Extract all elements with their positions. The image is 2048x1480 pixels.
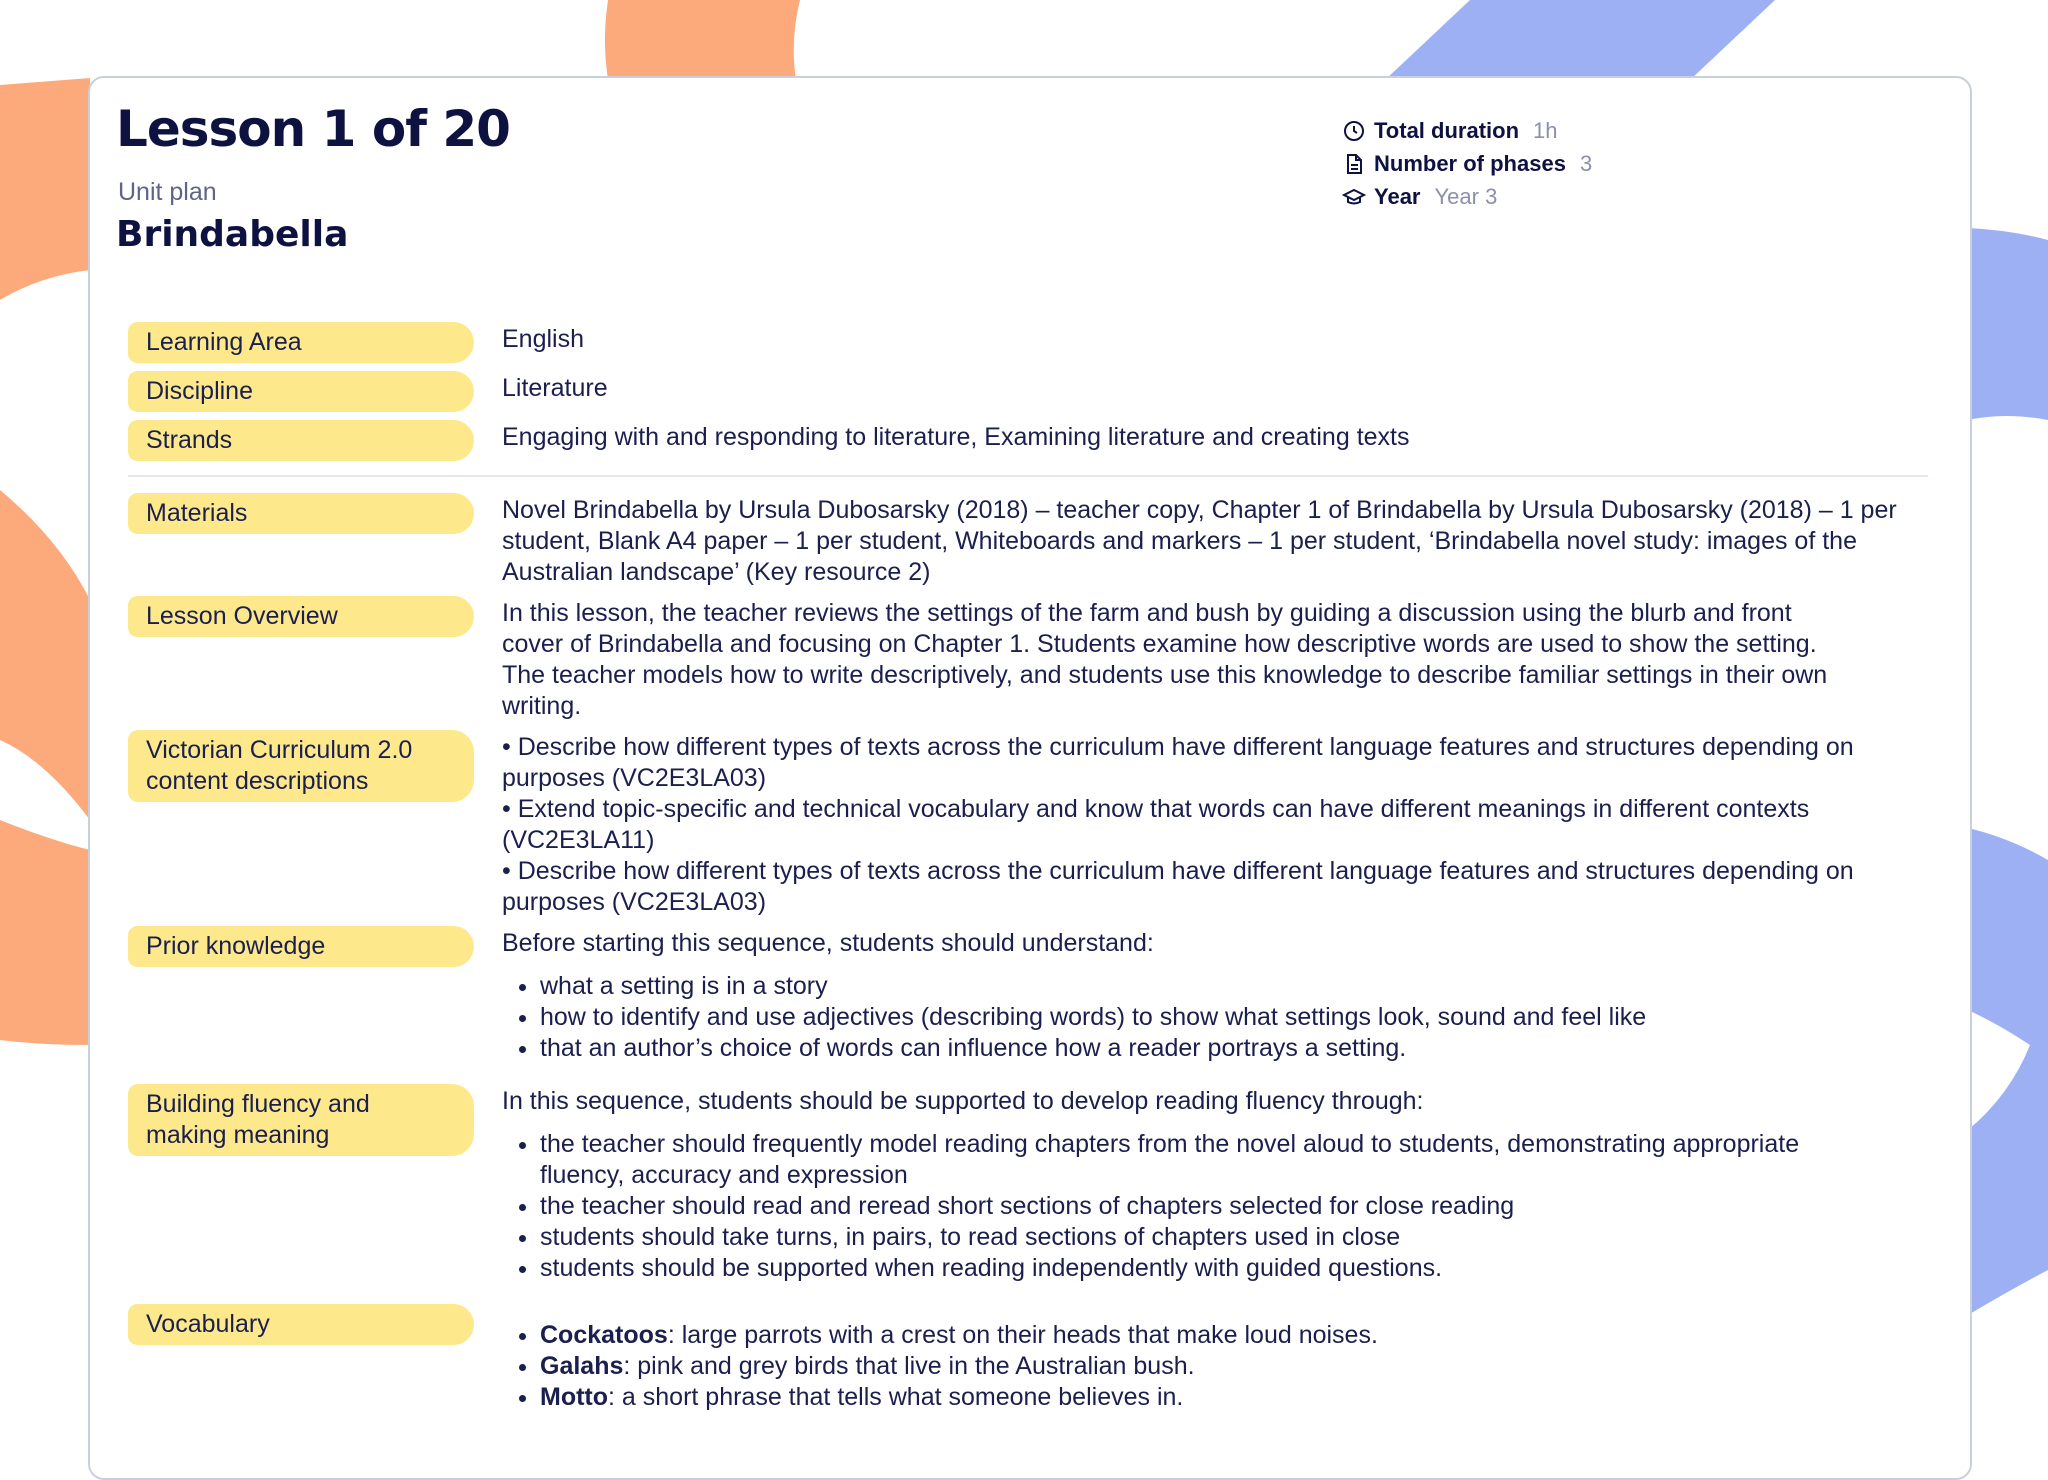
curriculum-item: • Describe how different types of texts across the curriculum have different language features and structures depending on purposes (VC2E3LA03)	[502, 733, 1854, 792]
row-label: Vocabulary	[128, 1304, 474, 1345]
list-item: • what a setting is in a story	[540, 971, 1928, 1002]
row-discipline	[128, 371, 1928, 412]
vocabulary-definition: : large parrots with a crest on their heads that make loud noises.	[667, 1321, 1378, 1349]
row-lesson-overview	[128, 596, 1928, 722]
row-building-fluency	[128, 1084, 1928, 1296]
row-value	[502, 1084, 1928, 1296]
lesson-title: Lesson 1 of 20	[116, 100, 510, 158]
document-icon	[1342, 152, 1366, 176]
orange-left-shape-mid	[0, 490, 90, 820]
blue-right-shape-top	[1968, 228, 2048, 420]
row-label: Victorian Curriculum 2.0 content descriptions	[128, 730, 474, 802]
row-strands	[128, 420, 1928, 477]
vocabulary-definition: : pink and grey birds that live in the Australian bush.	[623, 1352, 1195, 1380]
list-item: • how to identify and use adjectives (describing words) to show what settings look, sound and feel like	[540, 1002, 1928, 1033]
row-materials	[128, 493, 1928, 588]
vocabulary-list	[502, 1320, 1928, 1413]
orange-left-shape-bottom	[0, 820, 90, 1045]
row-value: Engaging with and responding to literature, Examining literature and creating texts	[502, 423, 1410, 451]
fluency-intro: In this sequence, students should be supported to develop reading fluency through:	[502, 1087, 1424, 1115]
meta-value: 3	[1579, 150, 1593, 176]
row-label: Lesson Overview	[128, 596, 474, 637]
prior-knowledge-list	[502, 971, 1928, 1064]
unit-plan-label: Unit plan	[118, 178, 217, 206]
vocabulary-term: Galahs	[540, 1352, 624, 1380]
row-curriculum	[128, 730, 1928, 918]
row-label: Materials	[128, 493, 474, 534]
graduation-cap-icon	[1342, 185, 1366, 209]
row-vocabulary	[128, 1304, 1928, 1425]
row-label: Building fluency and making meaning	[128, 1084, 474, 1156]
blue-right-shape-bottom	[1968, 828, 2048, 1315]
meta-number-of-phases	[1342, 147, 1592, 180]
meta-total-duration	[1342, 114, 1592, 147]
row-learning-area	[128, 322, 1928, 363]
row-prior-knowledge	[128, 926, 1928, 1076]
vocabulary-term: Cockatoos	[540, 1321, 668, 1349]
meta-value: 1h	[1533, 117, 1558, 143]
row-value	[502, 1304, 1928, 1425]
row-value	[502, 730, 1928, 918]
lesson-meta	[1342, 114, 1592, 213]
curriculum-item: • Extend topic-specific and technical vocabulary and know that words can have different meanings in different contexts (VC2E3LA11)	[502, 795, 1810, 854]
blue-stripe-shape	[1385, 0, 1775, 80]
lesson-card	[88, 76, 1972, 1480]
orange-arch-shape	[605, 0, 800, 80]
vocabulary-item	[540, 1320, 1928, 1351]
clock-icon	[1342, 119, 1366, 143]
meta-value: Year 3	[1434, 183, 1498, 209]
curriculum-item: • Describe how different types of texts across the curriculum have different language features and structures depending on purposes (VC2E3LA03)	[502, 857, 1854, 916]
vocabulary-term: Motto	[540, 1383, 609, 1411]
list-item: • that an author’s choice of words can influence how a reader portrays a setting.	[540, 1033, 1928, 1064]
list-item: • the teacher should frequently model reading chapters from the novel aloud to students, demonstrating appropriate fluency, accuracy and expression	[540, 1129, 1928, 1191]
orange-left-shape-top	[0, 78, 90, 300]
row-value: Literature	[502, 374, 608, 402]
row-label: Prior knowledge	[128, 926, 474, 967]
meta-label: Number of phases	[1374, 150, 1566, 176]
vocabulary-item	[540, 1382, 1928, 1413]
row-value: English	[502, 325, 584, 353]
list-item: • students should take turns, in pairs, to read sections of chapters used in close	[540, 1222, 1928, 1253]
prior-knowledge-intro: Before starting this sequence, students should understand:	[502, 929, 1154, 957]
list-item: • the teacher should read and reread short sections of chapters selected for close reading	[540, 1191, 1928, 1222]
row-value	[502, 926, 1928, 1076]
row-value: In this lesson, the teacher reviews the settings of the farm and bush by guiding a discussion using the blurb and front cover of Brindabella and focusing on Chapter 1. Students examine how descriptive words are used to show the setting. The teacher models how to write descriptively, and students use this knowledge to describe familiar settings in their own writing.	[502, 599, 1828, 720]
row-label: Strands	[128, 420, 474, 461]
meta-year	[1342, 180, 1592, 213]
unit-name: Brindabella	[116, 214, 349, 255]
row-label: Discipline	[128, 371, 474, 412]
vocabulary-item	[540, 1351, 1928, 1382]
list-item: • students should be supported when reading independently with guided questions.	[540, 1253, 1928, 1284]
lesson-details	[128, 322, 1928, 1433]
row-label: Learning Area	[128, 322, 474, 363]
meta-label: Total duration	[1374, 117, 1520, 143]
vocabulary-definition: : a short phrase that tells what someone believes in.	[608, 1383, 1184, 1411]
fluency-list	[502, 1129, 1928, 1284]
meta-label: Year	[1374, 183, 1421, 209]
row-value: Novel Brindabella by Ursula Dubosarsky (2018) – teacher copy, Chapter 1 of Brindabella by Ursula Dubosarsky (2018) – 1 per student, Blank A4 paper – 1 per student, Whiteboards and markers – 1 per student, ‘Brindabella novel study: images of the Australian landscape’ (Key resource 2)	[502, 496, 1897, 586]
